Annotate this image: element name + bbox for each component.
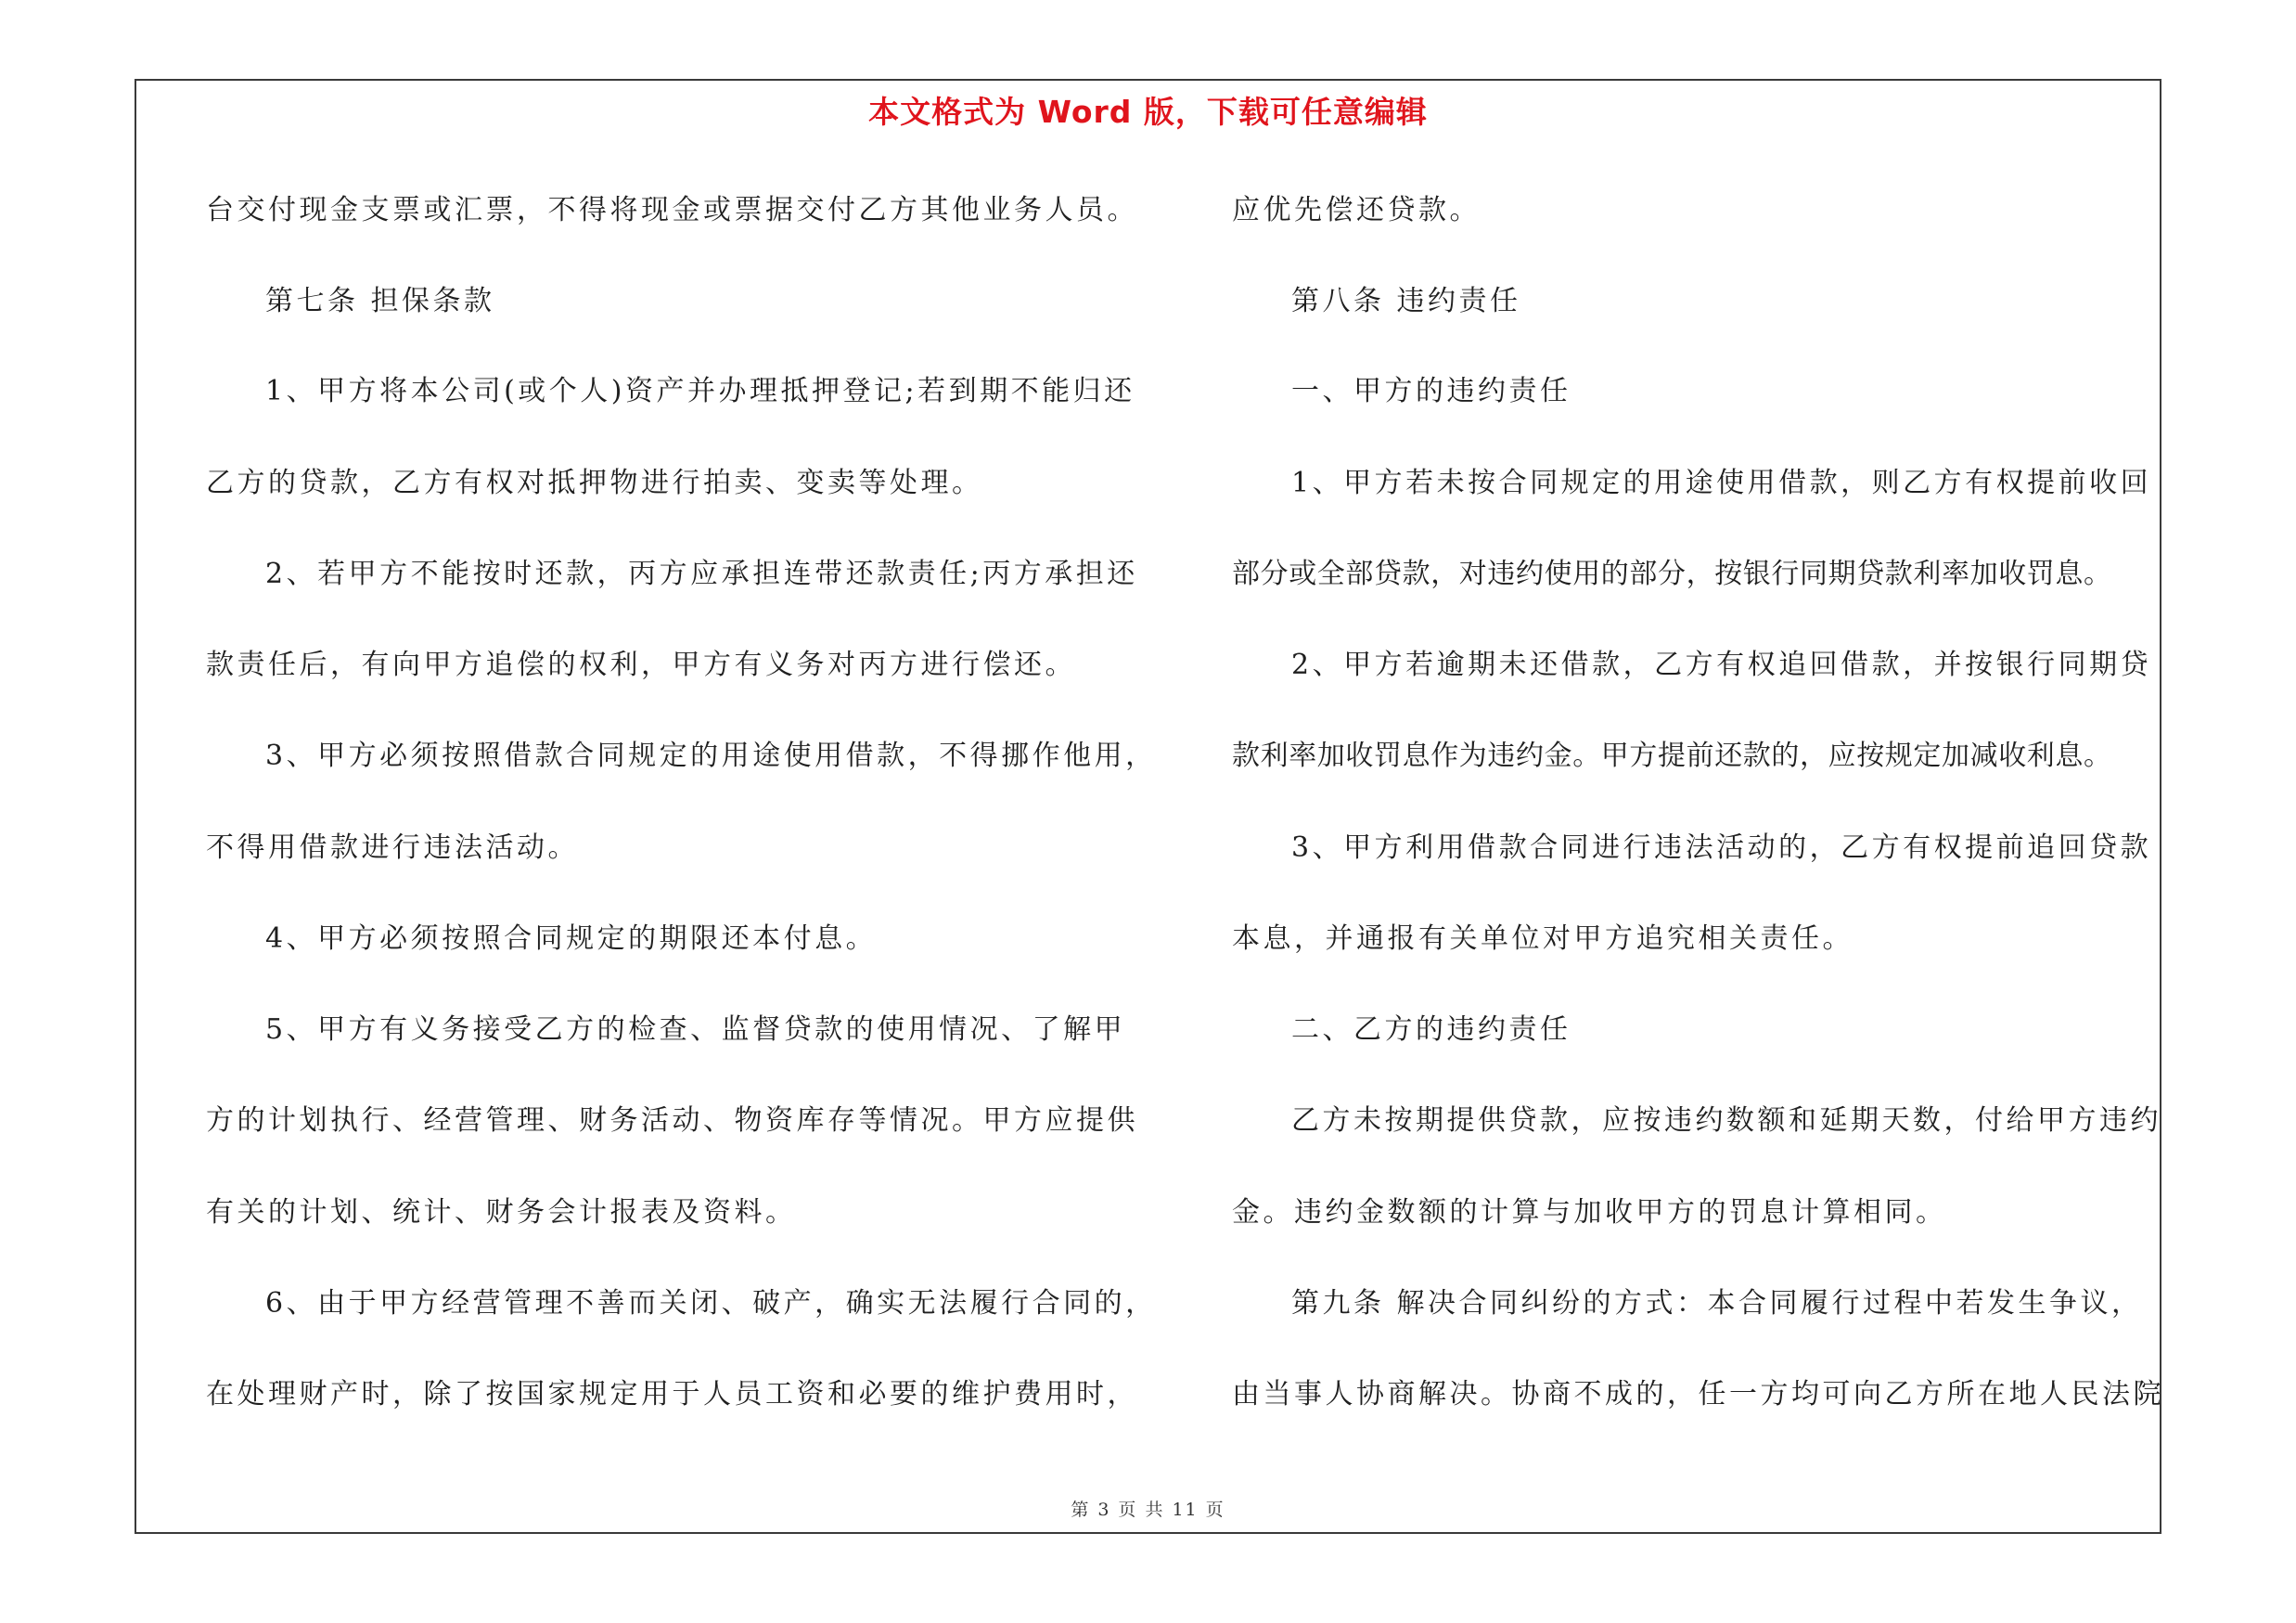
text-line: 方的计划执行、经营管理、财务活动、物资库存等情况。甲方应提供 — [206, 1104, 1138, 1137]
text-line: 1、甲方若未按合同规定的用途使用借款，则乙方有权提前收回 — [1291, 467, 2152, 499]
text-line: 乙方的贷款，乙方有权对抵押物进行拍卖、变卖等处理。 — [206, 467, 983, 499]
footer-prefix: 第 — [1071, 1500, 1091, 1520]
footer-middle: 页 共 — [1118, 1500, 1165, 1520]
format-banner: 本文格式为 Word 版，下载可任意编辑 — [868, 94, 1428, 130]
page-footer — [0, 1496, 2296, 1521]
text-line: 3、甲方必须按照借款合同规定的用途使用借款，不得挪作他用， — [265, 740, 1157, 772]
text-line: 金。违约金数额的计算与加收甲方的罚息计算相同。 — [1232, 1196, 1947, 1229]
text-line: 在处理财产时，除了按国家规定用于人员工资和必要的维护费用时， — [206, 1378, 1138, 1410]
text-line: 2、若甲方不能按时还款，丙方应承担连带还款责任;丙方承担还 — [265, 558, 1138, 590]
text-line: 本息，并通报有关单位对甲方追究相关责任。 — [1232, 922, 1853, 955]
text-line: 二、乙方的违约责任 — [1291, 1013, 1571, 1046]
text-line: 款责任后，有向甲方追偿的权利，甲方有义务对丙方进行偿还。 — [206, 649, 1076, 681]
text-line: 5、甲方有义务接受乙方的检查、监督贷款的使用情况、了解甲 — [265, 1013, 1126, 1046]
text-line: 3、甲方利用借款合同进行违法活动的，乙方有权提前追回贷款 — [1291, 831, 2152, 864]
footer-total-pages: 11 — [1172, 1500, 1199, 1520]
text-line: 乙方未按期提供贷款，应按违约数额和延期天数，付给甲方违约 — [1291, 1104, 2161, 1137]
text-line: 2、甲方若逾期未还借款，乙方有权追回借款，并按银行同期贷 — [1291, 649, 2152, 681]
text-line: 一、甲方的违约责任 — [1291, 375, 1571, 407]
footer-suffix: 页 — [1205, 1500, 1225, 1520]
text-line: 第七条 担保条款 — [265, 285, 495, 317]
text-line: 由当事人协商解决。协商不成的，任一方均可向乙方所在地人民法院 — [1232, 1378, 2164, 1410]
text-line: 6、由于甲方经营管理不善而关闭、破产，确实无法履行合同的， — [265, 1287, 1157, 1320]
text-line: 有关的计划、统计、财务会计报表及资料。 — [206, 1196, 797, 1229]
text-line: 第八条 违约责任 — [1291, 285, 1521, 317]
text-line: 不得用借款进行违法活动。 — [206, 831, 579, 864]
footer-current-page: 3 — [1097, 1500, 1111, 1520]
text-line: 台交付现金支票或汇票，不得将现金或票据交付乙方其他业务人员。 — [206, 194, 1138, 226]
text-line: 1、甲方将本公司(或个人)资产并办理抵押登记;若到期不能归还 — [265, 375, 1135, 407]
text-line: 第九条 解决合同纠纷的方式：本合同履行过程中若发生争议， — [1291, 1287, 2143, 1320]
text-line: 4、甲方必须按照合同规定的期限还本付息。 — [265, 922, 878, 955]
text-line: 款利率加收罚息作为违约金。甲方提前还款的，应按规定加减收利息。 — [1232, 740, 2112, 772]
text-line: 应优先偿还贷款。 — [1232, 194, 1481, 226]
text-line: 部分或全部贷款，对违约使用的部分，按银行同期贷款利率加收罚息。 — [1232, 558, 2112, 590]
